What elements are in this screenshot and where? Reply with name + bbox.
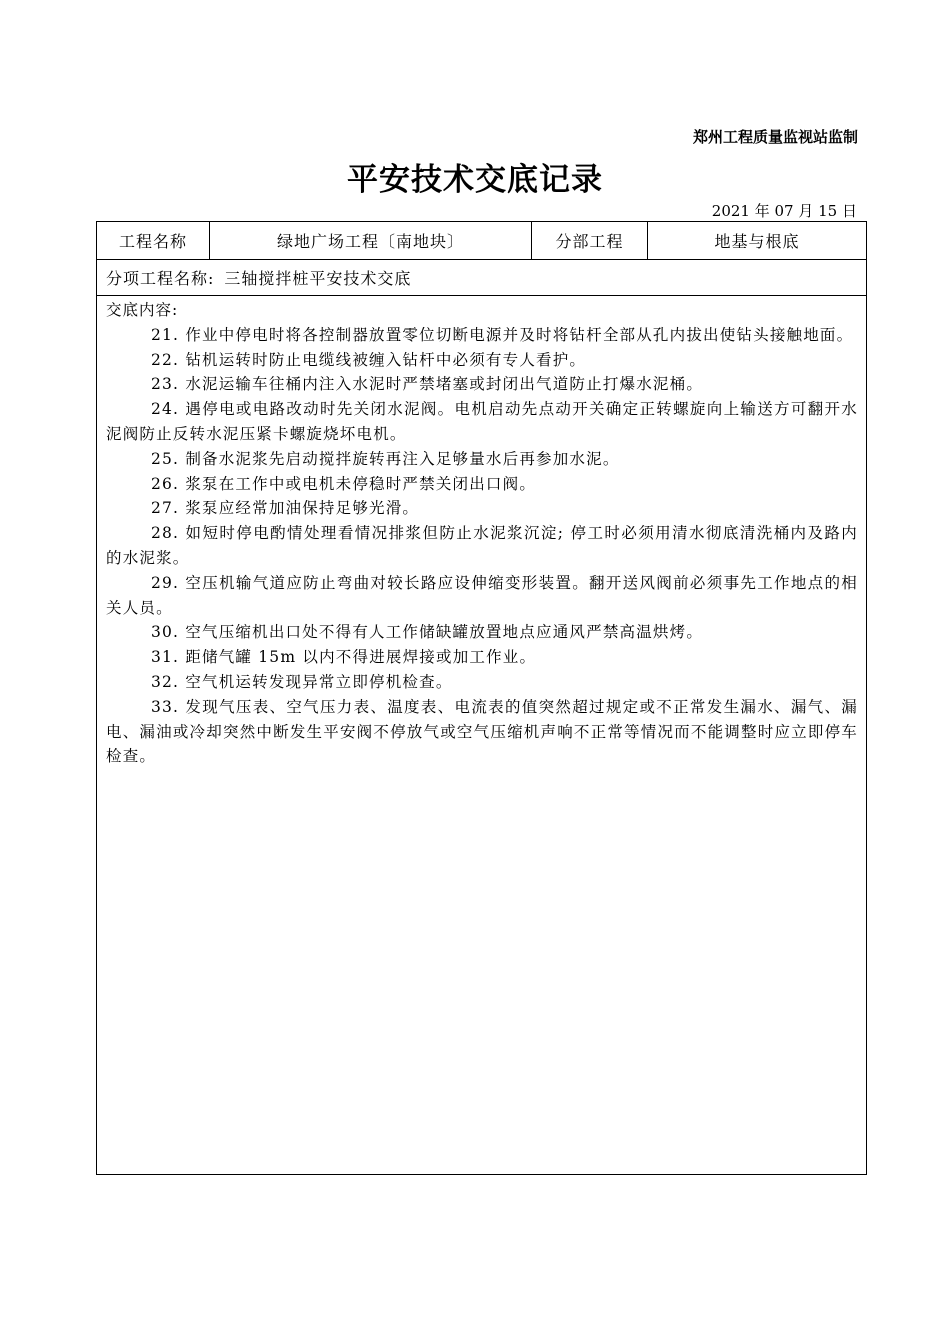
project-name-value: 绿地广场工程〔南地块〕 [210,222,532,259]
list-item: 31. 距储气罐 15m 以内不得进展焊接或加工作业。 [150,648,537,667]
list-item: 25. 制备水泥浆先启动搅拌旋转再注入足够量水后再参加水泥。 [150,449,620,468]
subitem-row [97,260,866,296]
list-item: 29. 空压机输气道应防止弯曲对较长路应设伸缩变形装置。翻开送风阀前必须事先工作地点的相关人员。 [106,573,858,617]
division-value: 地基与根底 [714,232,800,251]
content-label: 交底内容: [106,301,179,319]
list-item: 28. 如短时停电酌情处理看情况排浆但防止水泥浆沉淀; 停工时必须用清水彻底清洗桶内及路内的水泥浆。 [106,524,858,567]
list-item: 21. 作业中停电时将各控制器放置零位切断电源并及时将钻杆全部从孔内拔出使钻头接触地面。 [150,325,854,344]
subitem-label: 分项工程名称: [106,269,215,288]
list-item: 32. 空气机运转发现异常立即停机检查。 [150,672,453,691]
subitem-value: 三轴搅拌桩平安技术交底 [224,269,412,288]
project-name-label: 工程名称 [97,222,210,259]
project-row [97,222,866,260]
record-date: 2021 年 07 月 15 日 [711,202,857,220]
list-item: 27. 浆泵应经常加油保持足够光滑。 [150,499,420,518]
record-table [96,221,867,1175]
list-item: 30. 空气压缩机出口处不得有人工作储缺罐放置地点应通风严禁高温烘烤。 [150,623,704,642]
list-item: 26. 浆泵在工作中或电机未停稳时严禁关闭出口阀。 [150,474,537,493]
list-item: 22. 钻机运转时防止电缆线被缠入钻杆中必须有专人看护。 [150,350,587,369]
page-title: 平安技术交底记录 [347,162,603,198]
division-label: 分部工程 [532,222,648,259]
list-item: 23. 水泥运输车往桶内注入水泥时严禁堵塞或封闭出气道防止打爆水泥桶。 [150,375,704,394]
list-item: 24. 遇停电或电路改动时先关闭水泥阀。电机启动先点动开关确定正转螺旋向上输送方可翻开水泥阀防止反转水泥压紧卡螺旋烧坏电机。 [106,400,858,443]
list-item: 33. 发现气压表、空气压力表、温度表、电流表的值突然超过规定或不正常发生漏水、漏气、漏电、漏油或冷却突然中断发生平安阀不停放气或空气压缩机声响不正常等情况而不能调整时应立即停车检查。 [106,697,858,766]
supervisor-note: 郑州工程质量监视站监制 [692,128,858,146]
briefing-content [97,296,866,769]
